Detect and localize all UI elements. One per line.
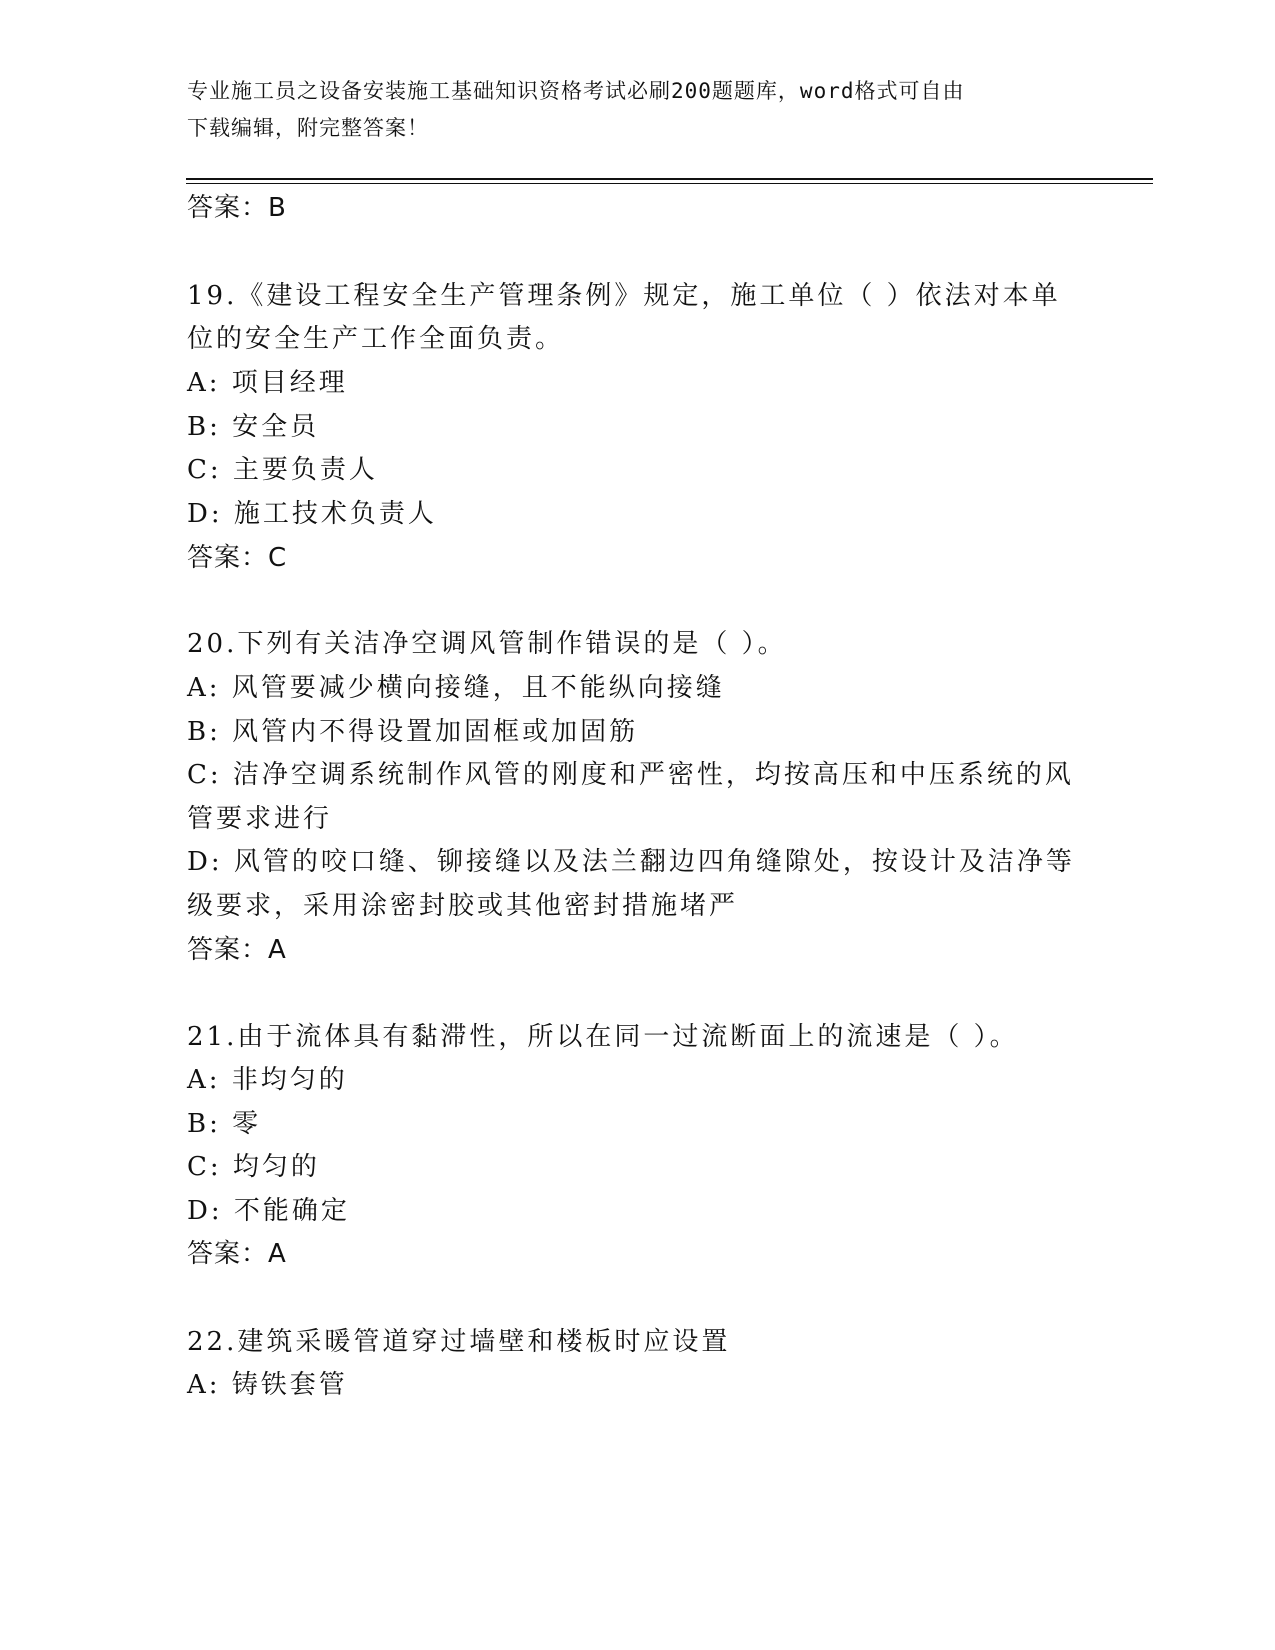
question-20-stem-line-1: 20.下列有关洁净空调风管制作错误的是（ ）。 — [187, 629, 787, 659]
question-20-option-d: D: 风管的咬口缝、铆接缝以及法兰翻边四角缝隙处，按设计及洁净等 — [187, 847, 1075, 877]
header-rule-thick — [186, 178, 1153, 180]
answer-prev: 答案：B — [187, 193, 287, 223]
question-19-stem-line-1: 19.《建设工程安全生产管理条例》规定，施工单位（ ）依法对本单 — [187, 281, 1061, 311]
question-21-answer: 答案：A — [187, 1239, 287, 1269]
question-19-option-a: A: 项目经理 — [187, 368, 348, 398]
question-19-option-b: B: 安全员 — [187, 412, 320, 442]
question-22-option-a: A: 铸铁套管 — [187, 1370, 348, 1400]
question-21-option-c: C: 均匀的 — [187, 1152, 320, 1182]
question-20-option-c-cont: 管要求进行 — [187, 804, 333, 834]
header-title-line-1: 专业施工员之设备安装施工基础知识资格考试必刷200题题库，word格式可自由 — [187, 79, 965, 103]
question-20-option-b: B: 风管内不得设置加固框或加固筋 — [187, 717, 639, 747]
question-20-option-c: C: 洁净空调系统制作风管的刚度和严密性，均按高压和中压系统的风 — [187, 760, 1074, 790]
question-19-answer: 答案：C — [187, 543, 288, 573]
question-21-option-a: A: 非均匀的 — [187, 1065, 348, 1095]
question-20-option-d-cont: 级要求，采用涂密封胶或其他密封措施堵严 — [187, 891, 739, 921]
question-21-option-d: D: 不能确定 — [187, 1196, 350, 1226]
question-22-stem-line-1: 22.建筑采暖管道穿过墙壁和楼板时应设置 — [187, 1327, 731, 1357]
question-20-option-a: A: 风管要减少横向接缝，且不能纵向接缝 — [187, 673, 725, 703]
question-21-option-b: B: 零 — [187, 1109, 262, 1139]
header-rule-thin — [186, 183, 1153, 184]
question-20-answer: 答案：A — [187, 935, 287, 965]
question-19-stem-line-2: 位的安全生产工作全面负责。 — [187, 324, 565, 354]
header-title-line-2: 下载编辑，附完整答案！ — [187, 116, 429, 140]
document-header — [187, 73, 1067, 147]
question-19-option-d: D: 施工技术负责人 — [187, 499, 437, 529]
question-21-stem-line-1: 21.由于流体具有黏滞性，所以在同一过流断面上的流速是（ ）。 — [187, 1022, 1019, 1052]
question-19-option-c: C: 主要负责人 — [187, 455, 378, 485]
